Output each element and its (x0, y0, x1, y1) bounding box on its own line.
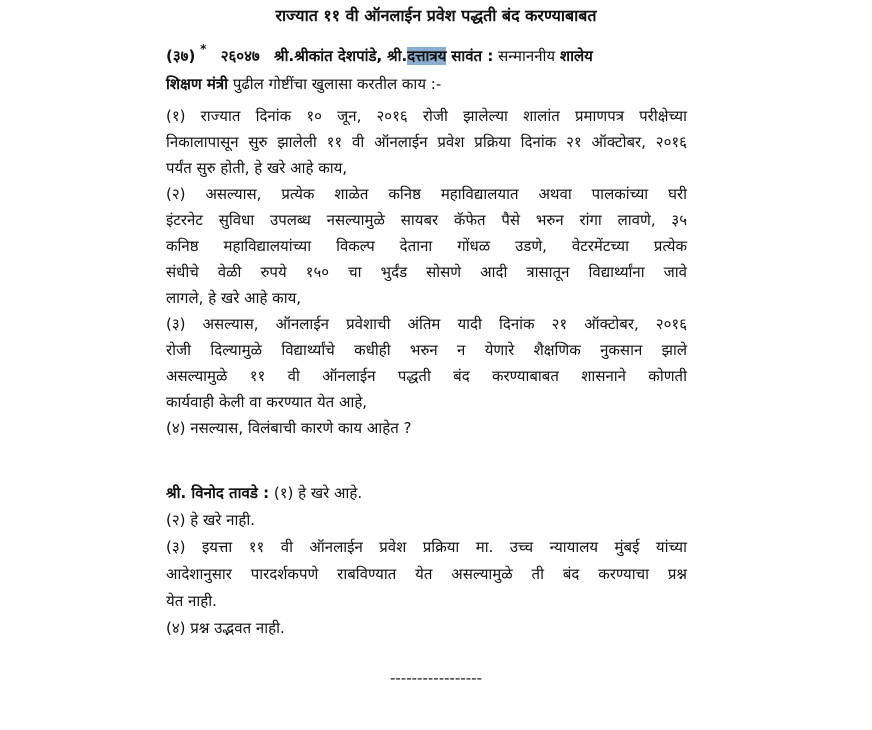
answer-line: येत नाही. (166, 592, 217, 610)
highlighted-text: दत्तात्रय (407, 47, 447, 65)
asker-name-2-prefix: श्री. (386, 47, 408, 65)
minister-department-1: शालेय (559, 47, 593, 65)
question-line: निकालापासून सुरु झालेली ११ वी ऑनलाईन प्रवेश प्रक्रिया दिनांक २१ ऑक्टोबर, २०१६ (166, 133, 687, 151)
addressed-prefix: सन्माननीय (498, 47, 556, 65)
asker-name-2-suffix: सावंत : (451, 47, 494, 65)
question-intro (166, 74, 687, 94)
question-line: कनिष्ठ महाविद्यालयांच्या विकल्प देताना गोंधळ उडणे, वेटरमेंटच्या प्रत्येक (166, 237, 687, 255)
question-line: संधीचे वेळी रुपये १५० चा भुर्दंड सोसणे आदी त्रासातून विद्यार्थ्यांना जावे (166, 263, 687, 281)
starred-mark: * (200, 42, 207, 56)
question-id: २६०४७ (220, 47, 260, 65)
answer-line: (३) इयत्ता ११ वी ऑनलाईन प्रवेश प्रक्रिया मा. उच्च न्यायालय मुंबई यांच्या (166, 538, 687, 556)
question-line: पर्यंत सुरु होती, हे खरे आहे काय, (166, 159, 348, 177)
question-line: रोजी दिल्यामुळे विद्यार्थ्यांचे कधीही भरुन न येणारे शैक्षणिक नुकसान झाले (166, 341, 687, 359)
question-line: (४) नसल्यास, विलंबाची कारणे काय आहेत ? (166, 419, 412, 437)
question-line: (३) असल्यास, ऑनलाईन प्रवेशाची अंतिम यादी दिनांक २१ ऑक्टोबर, २०१६ (166, 315, 687, 333)
question-intro-text: पुढील गोष्टींचा खुलासा करतील काय :- (232, 75, 442, 93)
answer-line: (१) हे खरे आहे. (273, 484, 363, 502)
question-line: इंटरनेट सुविधा उपलब्ध नसल्यामुळे सायबर कॅफेत पैसे भरुन रांगा लावणे, ३५ (166, 211, 687, 229)
answer-header (166, 483, 687, 503)
answer-line: (२) हे खरे नाही. (166, 511, 256, 529)
minister-department-2: शिक्षण मंत्री (166, 75, 229, 93)
answer-line: आदेशानुसार पारदर्शकपणे राबविण्यात येत असल्यामुळे ती बंद करण्याचा प्रश्न (166, 565, 687, 583)
answering-minister: श्री. विनोद तावडे : (166, 484, 270, 502)
question-line: (१) राज्यात दिनांक १० जून, २०१६ रोजी झालेल्या शालांत प्रमाणपत्र परीक्षेच्या (166, 107, 687, 125)
asker-name-1: श्री.श्रीकांत देशपांडे, (274, 47, 383, 65)
question-line: (२) असल्यास, प्रत्येक शाळेत कनिष्ठ महाविद्यालयात अथवा पालकांच्या घरी (166, 185, 687, 203)
question-number: (३७) (166, 47, 196, 65)
question-line: असल्यामुळे ११ वी ऑनलाईन पद्धती बंद करण्याबाबत शासनाने कोणती (166, 367, 687, 385)
question-line: लागले, हे खरे आहे काय, (166, 289, 302, 307)
question-line: कार्यवाही केली वा करण्यात येत आहे, (166, 393, 368, 411)
section-divider: ----------------- (389, 669, 482, 687)
document-title: राज्यात ११ वी ऑनलाईन प्रवेश पद्धती बंद करण्याबाबत (275, 6, 597, 25)
answer-line: (४) प्रश्न उद्भवत नाही. (166, 619, 285, 637)
question-header (166, 42, 687, 67)
